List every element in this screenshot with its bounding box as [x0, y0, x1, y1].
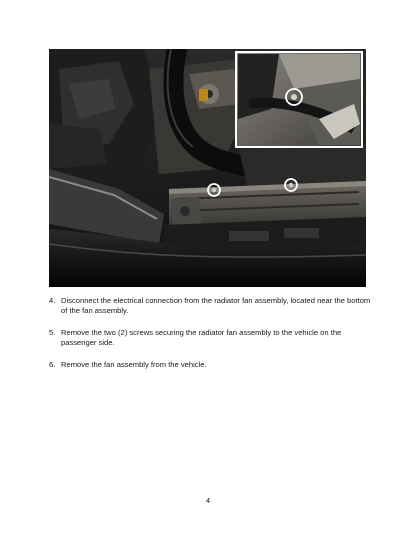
step-5 [49, 328, 371, 348]
step-text: Remove the fan assembly from the vehicle. [61, 359, 207, 369]
step-6 [49, 360, 371, 370]
step-text: Disconnect the electrical connection from the radiator fan assembly, located near the bottom of the fan assembly. [61, 296, 371, 316]
step-text: Remove the two (2) screws securing the radiator fan assembly to the vehicle on the passenger side. [61, 327, 342, 348]
page-number: 4 [205, 496, 211, 505]
step-number: 5. [49, 327, 56, 337]
step-number: 6. [49, 359, 56, 369]
engine-bay-photo [49, 49, 366, 287]
instruction-list [49, 296, 371, 382]
step-4 [49, 296, 371, 316]
step-number: 4. [49, 296, 56, 305]
